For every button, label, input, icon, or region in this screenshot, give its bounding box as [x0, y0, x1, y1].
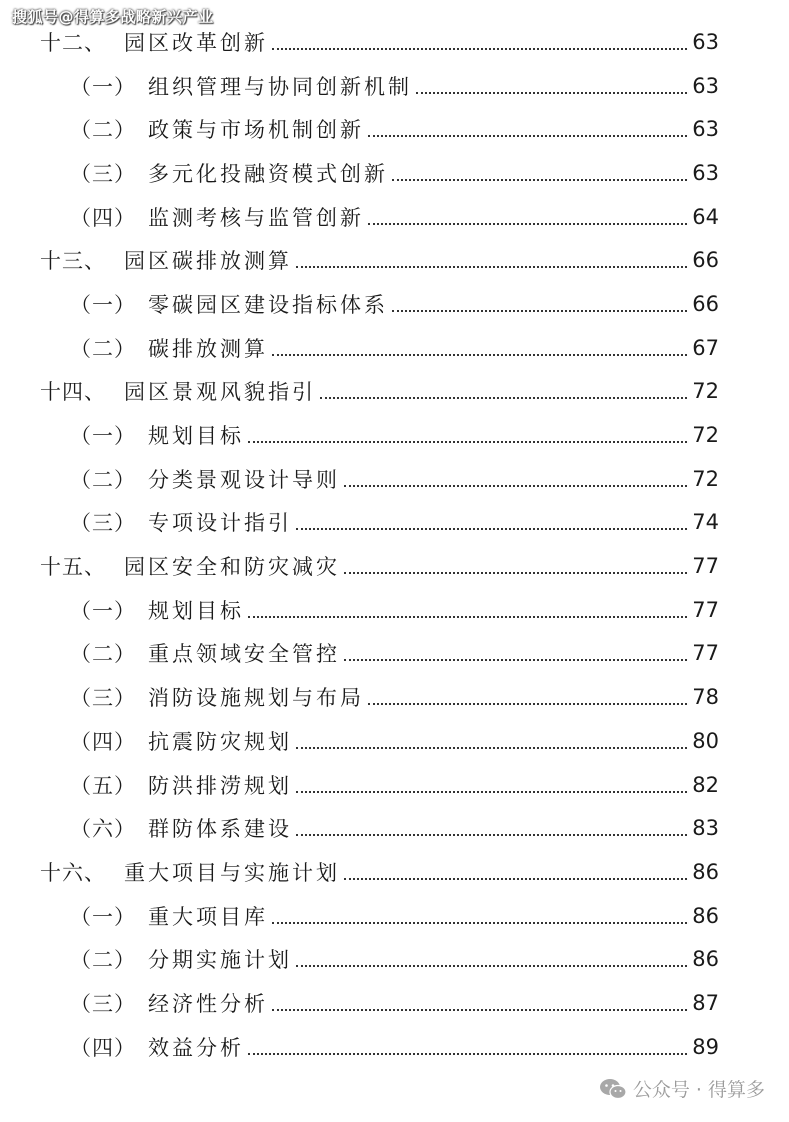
- toc-entry-number: （二）: [70, 467, 136, 492]
- toc-page-number: 86: [692, 859, 719, 884]
- toc-page-number: 63: [692, 117, 719, 142]
- dot-leader: [248, 1053, 687, 1055]
- dot-leader: [368, 135, 687, 137]
- toc-page-number: 66: [692, 291, 719, 316]
- dot-leader: [344, 878, 687, 880]
- toc-section-entry[interactable]: [0, 195, 789, 239]
- dot-leader: [296, 834, 687, 836]
- toc-section-entry[interactable]: [0, 675, 789, 719]
- toc-entry-number: （四）: [70, 205, 136, 230]
- toc-entry-title: 分期实施计划: [148, 948, 292, 973]
- toc-entry-number: 十三、: [40, 249, 106, 274]
- toc-entry-title: 抗震防灾规划: [148, 729, 292, 754]
- toc-chapter-entry[interactable]: [0, 238, 789, 282]
- toc-section-entry[interactable]: [0, 107, 789, 151]
- toc-page-number: 67: [692, 335, 719, 360]
- toc-section-entry[interactable]: [0, 981, 789, 1025]
- dot-leader: [296, 266, 687, 268]
- toc-chapter-entry[interactable]: [0, 370, 789, 414]
- toc-page-number: 72: [692, 379, 719, 404]
- toc-entry-title: 消防设施规划与布局: [148, 686, 364, 711]
- dot-leader: [344, 572, 687, 574]
- toc-section-entry[interactable]: [0, 457, 789, 501]
- dot-leader: [296, 747, 687, 749]
- toc-entry-title: 重大项目库: [148, 904, 268, 929]
- toc-entry-title: 政策与市场机制创新: [148, 118, 364, 143]
- toc-page-number: 82: [692, 772, 719, 797]
- dot-leader: [368, 223, 687, 225]
- toc-entry-number: 十四、: [40, 380, 106, 405]
- toc-entry-number: （三）: [70, 991, 136, 1016]
- toc-entry-title: 碳排放测算: [148, 336, 268, 361]
- toc-section-entry[interactable]: [0, 326, 789, 370]
- toc-entry-title: 效益分析: [148, 1035, 244, 1060]
- wechat-watermark: [599, 1075, 765, 1102]
- wechat-account-label: 公众号 · 得算多: [632, 1079, 765, 1101]
- toc-page-number: 83: [692, 816, 719, 841]
- toc-entry-title: 园区改革创新: [124, 30, 268, 55]
- toc-page-number: 63: [692, 73, 719, 98]
- toc-entry-title: 防洪排涝规划: [148, 773, 292, 798]
- toc-section-entry[interactable]: [0, 588, 789, 632]
- toc-section-entry[interactable]: [0, 501, 789, 545]
- toc-entry-title: 规划目标: [148, 598, 244, 623]
- toc-entry-number: （四）: [70, 1035, 136, 1060]
- toc-section-entry[interactable]: [0, 719, 789, 763]
- toc-entry-title: 园区碳排放测算: [124, 249, 292, 274]
- toc-entry-title: 组织管理与协同创新机制: [148, 74, 412, 99]
- toc-entry-title: 群防体系建设: [148, 817, 292, 842]
- toc-entry-number: （三）: [70, 511, 136, 536]
- dot-leader: [248, 441, 687, 443]
- toc-section-entry[interactable]: [0, 937, 789, 981]
- toc-page-number: 66: [692, 248, 719, 273]
- toc-page-number: 72: [692, 466, 719, 491]
- dot-leader: [272, 354, 687, 356]
- dot-leader: [296, 965, 687, 967]
- dot-leader: [272, 1009, 687, 1011]
- toc-page-number: 63: [692, 160, 719, 185]
- toc-entry-number: （一）: [70, 424, 136, 449]
- toc-entry-number: 十六、: [40, 860, 106, 885]
- dot-leader: [272, 48, 687, 50]
- toc-entry-number: （六）: [70, 817, 136, 842]
- toc-entry-title: 经济性分析: [148, 991, 268, 1016]
- toc-entry-number: （一）: [70, 598, 136, 623]
- toc-page-number: 89: [692, 1034, 719, 1059]
- toc-section-entry[interactable]: [0, 894, 789, 938]
- toc-entry-title: 园区安全和防灾减灾: [124, 555, 340, 580]
- toc-entry-number: （二）: [70, 948, 136, 973]
- toc-entry-number: （二）: [70, 118, 136, 143]
- toc-page-number: 64: [692, 204, 719, 229]
- toc-entry-title: 规划目标: [148, 424, 244, 449]
- dot-leader: [296, 528, 687, 530]
- dot-leader: [296, 791, 687, 793]
- toc-entry-title: 监测考核与监管创新: [148, 205, 364, 230]
- toc-entry-title: 多元化投融资模式创新: [148, 161, 388, 186]
- toc-entry-title: 专项设计指引: [148, 511, 292, 536]
- toc-entry-number: 十五、: [40, 555, 106, 580]
- toc-entry-number: 十二、: [40, 30, 106, 55]
- toc-entry-number: （一）: [70, 292, 136, 317]
- toc-entry-number: （三）: [70, 161, 136, 186]
- toc-section-entry[interactable]: [0, 806, 789, 850]
- toc-entry-title: 重大项目与实施计划: [124, 860, 340, 885]
- toc-section-entry[interactable]: [0, 763, 789, 807]
- toc-entry-number: （二）: [70, 642, 136, 667]
- toc-chapter-entry[interactable]: [0, 850, 789, 894]
- wechat-icon: [599, 1078, 627, 1100]
- toc-section-entry[interactable]: [0, 1025, 789, 1069]
- dot-leader: [248, 616, 687, 618]
- toc-chapter-entry[interactable]: [0, 544, 789, 588]
- toc-section-entry[interactable]: [0, 632, 789, 676]
- dot-leader: [272, 922, 687, 924]
- toc-page-number: 63: [692, 29, 719, 54]
- dot-leader: [416, 92, 687, 94]
- toc-entry-number: （一）: [70, 74, 136, 99]
- toc-section-entry[interactable]: [0, 413, 789, 457]
- dot-leader: [344, 485, 687, 487]
- toc-page-number: 77: [692, 597, 719, 622]
- toc-entry-number: （五）: [70, 773, 136, 798]
- toc-page-number: 74: [692, 510, 719, 535]
- toc-entry-number: （一）: [70, 904, 136, 929]
- toc-page-number: 80: [692, 728, 719, 753]
- dot-leader: [392, 179, 687, 181]
- toc-page-number: 86: [692, 903, 719, 928]
- toc-entry-title: 分类景观设计导则: [148, 467, 340, 492]
- toc-entry-number: （四）: [70, 729, 136, 754]
- toc-section-entry[interactable]: [0, 282, 789, 326]
- toc-page-number: 86: [692, 947, 719, 972]
- toc-section-entry[interactable]: [0, 64, 789, 108]
- dot-leader: [344, 659, 687, 661]
- source-watermark: 搜狐号@得算多战略新兴产业: [12, 8, 214, 26]
- dot-leader: [368, 703, 687, 705]
- toc-entry-title: 重点领域安全管控: [148, 642, 340, 667]
- toc-page-number: 78: [692, 685, 719, 710]
- dot-leader: [320, 397, 687, 399]
- table-of-contents: [0, 20, 789, 1069]
- toc-page-number: 77: [692, 641, 719, 666]
- dot-leader: [392, 310, 687, 312]
- toc-page-number: 87: [692, 990, 719, 1015]
- toc-entry-number: （二）: [70, 336, 136, 361]
- toc-entry-number: （三）: [70, 686, 136, 711]
- toc-chapter-entry[interactable]: [0, 20, 789, 64]
- toc-page-number: 72: [692, 423, 719, 448]
- toc-section-entry[interactable]: [0, 151, 789, 195]
- toc-entry-title: 园区景观风貌指引: [124, 380, 316, 405]
- toc-entry-title: 零碳园区建设指标体系: [148, 292, 388, 317]
- toc-page-number: 77: [692, 554, 719, 579]
